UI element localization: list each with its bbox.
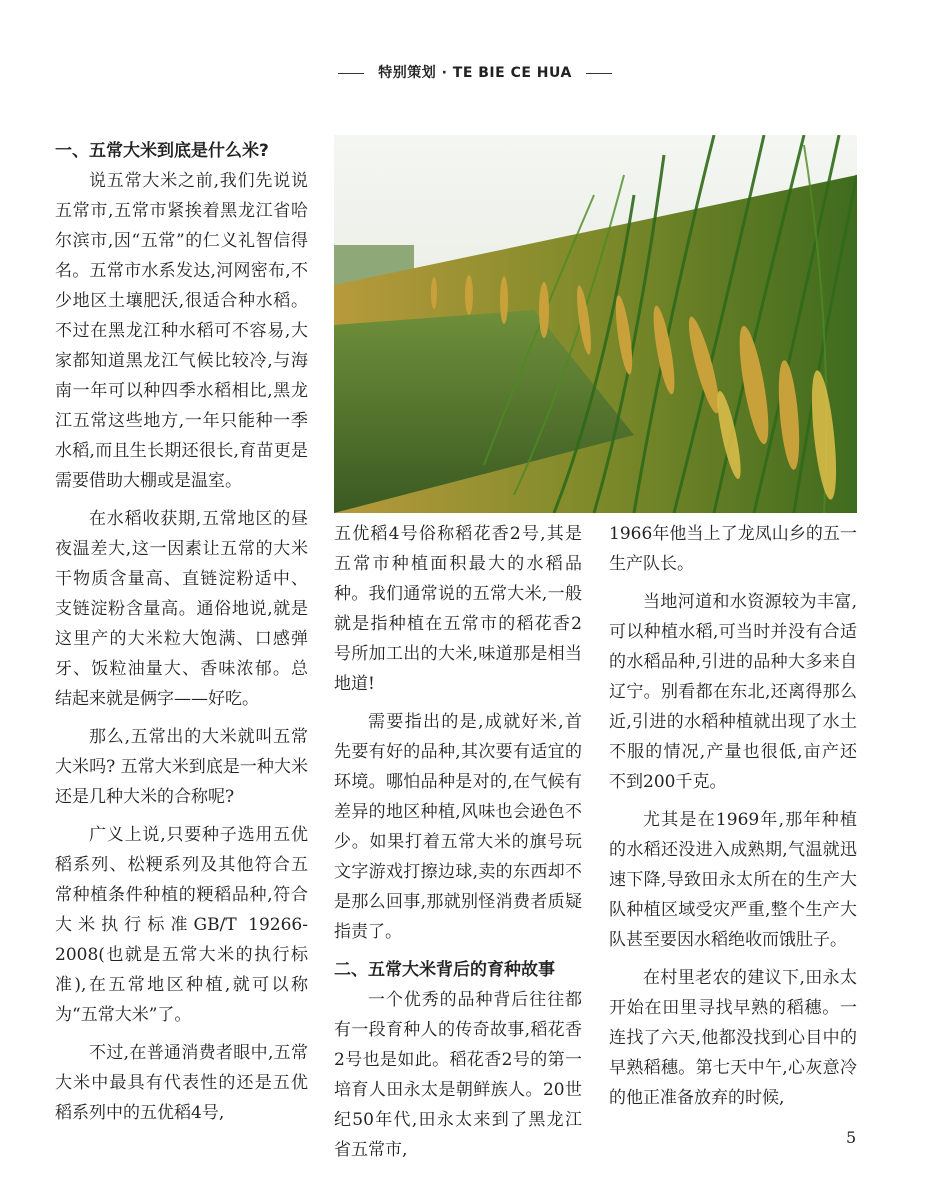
paragraph: 广义上说,只要种子选用五优稻系列、松粳系列及其他符合五常种植条件种植的粳稻品种,符合大米执行标准GB/T 19266-2008(也就是五常大米的执行标准),在五常地区种植,就可以称为“五常大米”了。	[55, 825, 308, 1025]
rice-paddy-photo	[334, 135, 857, 513]
section-heading-1: 一、五常大米到底是什么米?	[55, 141, 269, 161]
header-rule-left	[338, 73, 364, 74]
paragraph: 尤其是在1969年,那年种植的水稻还没进入成熟期,气温就迅速下降,导致田永太所在的生产大队种植区域受灾严重,整个生产大队甚至要因水稻绝收而饿肚子。	[609, 810, 857, 950]
page-number: 5	[846, 1128, 857, 1147]
section-heading-2: 二、五常大米背后的育种故事	[334, 960, 555, 980]
paragraph: 1966年他当上了龙凤山乡的五一生产队长。	[609, 524, 857, 574]
column-3	[609, 519, 857, 1121]
column-1	[55, 136, 308, 1136]
paragraph: 说五常大米之前,我们先说说五常市,五常市紧挨着黑龙江省哈尔滨市,因“五常”的仁义礼智信得名。五常市水系发达,河网密布,不少地区土壤肥沃,很适合种水稻。不过在黑龙江种水稻可不容易,大家都知道黑龙江气候比较冷,与海南一年可以种四季水稻相比,黑龙江五常这些地方,一年只能种一季水稻,而且生长期还很长,育苗更是需要借助大棚或是温室。	[55, 171, 308, 491]
column-2	[334, 519, 582, 1173]
paragraph: 在村里老农的建议下,田永太开始在田里寻找早熟的稻穗。一连找了六天,他都没找到心目中的早熟稻穗。第七天中午,心灰意冷的他正准备放弃的时候,	[609, 968, 857, 1108]
section-header	[0, 62, 950, 82]
header-title: 特别策划 · TE BIE CE HUA	[378, 65, 572, 81]
paragraph: 需要指出的是,成就好米,首先要有好的品种,其次要有适宜的环境。哪怕品种是对的,在气候有差异的地区种植,风味也会逊色不少。如果打着五常大米的旗号玩文字游戏打擦边球,卖的东西却不是那么回事,那就别怪消费者质疑指责了。	[334, 712, 582, 942]
paragraph: 五优稻4号俗称稻花香2号,其是五常市种植面积最大的水稻品种。我们通常说的五常大米,一般就是指种植在五常市的稻花香2号所加工出的大米,味道那是相当地道!	[334, 524, 582, 694]
paragraph: 一个优秀的品种背后往往都有一段育种人的传奇故事,稻花香2号也是如此。稻花香2号的第一培育人田永太是朝鲜族人。20世纪50年代,田永太来到了黑龙江省五常市,	[334, 990, 582, 1160]
paragraph: 在水稻收获期,五常地区的昼夜温差大,这一因素让五常的大米干物质含量高、直链淀粉适中、支链淀粉含量高。通俗地说,就是这里产的大米粒大饱满、口感弹牙、饭粒油量大、香味浓郁。总结起来就是俩字——好吃。	[55, 509, 308, 709]
rice-paddy-image	[334, 135, 857, 513]
paragraph: 当地河道和水资源较为丰富,可以种植水稻,可当时并没有合适的水稻品种,引进的品种大多来自辽宁。别看都在东北,还离得那么近,引进的水稻种植就出现了水土不服的情况,产量也很低,亩产还不到200千克。	[609, 592, 857, 792]
paragraph: 不过,在普通消费者眼中,五常大米中最具有代表性的还是五优稻系列中的五优稻4号,	[55, 1043, 308, 1123]
header-rule-right	[586, 73, 612, 74]
paragraph: 那么,五常出的大米就叫五常大米吗? 五常大米到底是一种大米还是几种大米的合称呢?	[55, 727, 308, 807]
